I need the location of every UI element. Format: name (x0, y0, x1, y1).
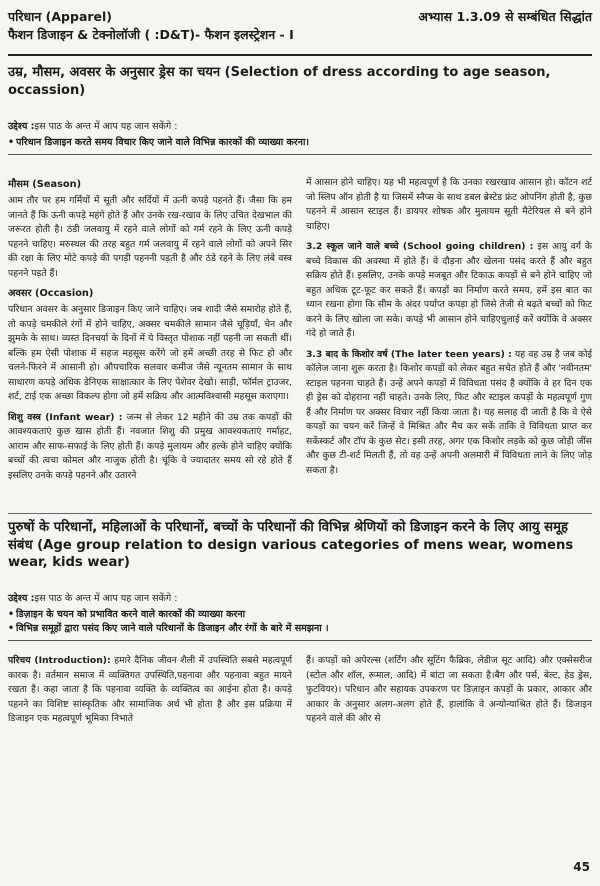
intro-text: हमारे दैनिक जीवन शैली में उपस्थिति सबसे महत्वपूर्ण कारक है। वर्तमान समाज में व्यक्तिगत उपस्थिति,पहनावा और पहनावा बहुत मायने रखता है। कहा जाता है कि पहनावा व्यक्ति के व्यक्तित्व का आईना होता है। कपड़े पहनने का विशिष्ट सांस्कृतिक और सामाजिक अर्थ भी होता है और इस प्रक्रिया में डिजाइन एक महत्वपूर्ण भूमिका निभाते (8, 655, 292, 724)
continued-paragraph: में आसान होने चाहिए। यह भी महत्वपूर्ण है कि उनका रखरखाव आसान हो। कॉटन शर्ट जो स्लिप ऑन होती है या जिसमें स्नैप्स के साथ डबल ब्रेस्टेड फ्रंट ओपनिंग होती है, कुछ पहनने में आसान स्टाइल हैं। डायपर शोषक और मुलायम सूती मैटेरियल से बने होने चाहिए। (306, 177, 592, 232)
school-heading: 3.2 स्कूल जाने वाले बच्चे (School going children) : (306, 241, 534, 252)
infant-heading: शिशु वस्त्र (Infant wear) : (8, 411, 123, 423)
objective-text: इस पाठ के अन्त में आप यह जान सकेंगे : (34, 593, 178, 604)
section2-right-column (306, 654, 592, 733)
list-item: • विभिन्न समूहों द्वारा पसंद किए जाने वाले परिधानों के डिजाइन और रंगों के बारे में समझना । (8, 622, 592, 636)
objective-list (8, 136, 592, 150)
section2-objectives (8, 592, 592, 636)
list-item: • डिज़ाइन के चयन को प्रभावित करने वाले कारकों की व्याख्या करना (8, 608, 592, 622)
school-paragraph (306, 240, 592, 342)
objective-text: इस पाठ के अन्त में आप यह जान सकेंगे : (34, 121, 178, 132)
section1-title: उम्र, मौसम, अवसर के अनुसार ड्रेस का चयन (Selection of dress according to age season, occassion) (8, 65, 551, 98)
infant-paragraph (8, 411, 292, 484)
objective-divider (8, 640, 592, 641)
exercise-reference: अभ्यास 1.3.09 से सम्बंधित सिद्धांत (418, 9, 592, 24)
intro-heading: परिचय (Introduction): (8, 655, 111, 666)
teen-paragraph (306, 348, 592, 479)
objective-list (8, 608, 592, 636)
section1-left-column (8, 176, 292, 489)
intro-continued-paragraph: हैं। कपड़ों को अपेरल्स (शर्टिंग और सूटिंग फैब्रिक, लेडीज सूट आदि) और एक्सेसरीज (स्टोल और शॉल, रूमाल, आदि) में बांटा जा सकता है।बैग और पर्स, बेल्ट, हेड ड्रेस, फुटवियर)। परिधान और सहायक उपकरण पर डिज़ाइन कपड़ों के प्रकार, आकार और आकार के अनुसार अलग-अलग होते हैं, हालांकि वे अन्योन्याश्रित होते हैं। डिजाइन पहनने वाले की ओर से (306, 655, 592, 724)
section2-divider (8, 513, 592, 514)
occasion-paragraph: परिधान अवसर के अनुसार डिजाइन किए जाने चाहिए। जब शादी जैसे समारोह होते हैं, तो कपड़े चमकीले रंगों में होने चाहिए, अक्सर चमकीले सामान जैसे चूड़ियाँ, चेन और झुमके के साथ। व्यस्त दिनचर्या के दिनों में ये विस्तृत पोशाक नहीं पहनी जा सकती थीं। बल्कि हम ऐसी पोशाक में सहज महसूस करेंगे जो हमें अच्छी तरह से फिट हो और चलने-फिरने में आसानी हो। औपचारिक सलवार कमीज जैसे न्यूनतम सामान के साथ साधारण कपड़े अधिक डेनिएक साक्षात्कार के लिए पेशेवर देखो। साड़ी, फॉर्मल ट्राउजर, शर्ट, टाई एक अच्छा विकल्प होगा जो हमें सक्रिय और आत्मविश्वासी महसूस कराएगा। (8, 304, 292, 402)
infant-text: जन्म से लेकर 12 महीने की उम्र तक कपड़ों की आवश्यकताएं कुछ खास होती हैं। नवजात शिशु की प्रमुख आवश्यकताएं गर्माहट, आराम और साफ-सफाई के लिए होती हैं। कपड़े मुलायम और हल्के होने चाहिए क्योंकि बच्चों की त्वचा कोमल और नाजुक होती है। चूंकि वे ज्यादातर समय सो रहे होते हैं इसलिए उनके कपड़े पहनने और उतारने (8, 411, 292, 481)
season-paragraph: आम तौर पर हम गर्मियों में सूती और सर्दियों में ऊनी कपड़े पहनते हैं। जैसा कि हम जानते हैं कि ऊनी कपड़े महंगे होते हैं और उनके रख-रखाव के लिए उचित देखभाल की जरूरत होती है। ठंडी जलवायु में रहने वाले लोगों को गर्म रहने के लिए ऊनी कपड़े पहनने चाहिए। मरुस्थल की तरह बहुत गर्म जलवायु में रहने वाले लोगों को अपने सिर की रक्षा के लिए मोटे कपड़े की पगड़ी पहननी पड़ती है और ठंडे रहने के लिए लंबे वस्त्र पहनने पड़ते हैं। (8, 195, 292, 279)
header-left (8, 8, 294, 44)
intro-paragraph (8, 654, 292, 727)
objective-divider (8, 154, 592, 155)
list-item: • परिधान डिजाइन करते समय विचार किए जाने वाले विभिन्न कारकों की व्याख्या करना। (8, 136, 592, 150)
teen-text: यह वह उम्र है जब कोई कॉलेज जाना शुरू करता है। किशोर कपड़ों को लेकर बहुत सचेत होते हैं और 'नवीनतम' स्टाइल पहनना चाहते हैं। उन्हें अपने कपड़ों में विविधता पसंद है क्योंकि वे हर दिन एक ही ड्रेस को दोहराना नहीं चाहते। उनके लिए, फिट और स्टाइल कपड़ों के महत्वपूर्ण गुण हैं और निर्माण पर अक्सर विचार नहीं किया जाता है। यह सलाह दी जाती है कि वे ऐसे कपड़ों का चयन करें जिन्हें वे मिश्रित और मैच कर सकें ताकि वे विविधता प्राप्त कर सकेंस्कर्ट और टॉप के कुछ सेट। इसी तरह, अगर एक किशोर लड़के को कुछ जोड़ी जींस और कुछ टी-शर्ट मिलती हैं, तो वह उन्हें अपनी अलमारी में विविधता लाने के लिए जोड़ सकता है। (306, 348, 592, 476)
season-heading: मौसम (Season) (8, 179, 82, 190)
objective-label: उद्देश्य : (8, 593, 35, 604)
page-number: 45 (573, 860, 590, 874)
header-divider (8, 54, 592, 56)
school-text: इस आयु वर्ग के बच्चे विकास की अवस्था में होते हैं। वे दौड़ना और खेलना पसंद करते हैं और बहुत सक्रिय होते हैं। इसलिए, उनके कपड़े मजबूत और टिकाऊ कपड़ों से बने होने चाहिए जो बहुत अधिक टूट-फूट कर सकते हैं। कपड़ों का निर्माण करते समय, हमें इस बात का ध्यान रखना होगा कि सीम के अंदर पर्याप्त कपड़ा हो जिसे तेजी से बढ़ते बच्चों को फिट करने के लिए खोला जा सके। कपड़े भी आसान होने चाहिएधुलाई करें क्योंकि वे अक्सर गंदे हो जाते हैं। (306, 241, 592, 339)
section2-title: पुरुषों के परिधानों, महिलाओं के परिधानों, बच्चों के परिधानों की विभिन्न श्रेणियों को डिजाइन करने के लिए आयु समूह संबंध (Age group relation to design various categories of mens wear, womens wear, kids wear) (8, 520, 574, 570)
section1-objectives (8, 120, 592, 150)
objective-label: उद्देश्य : (8, 121, 35, 132)
teen-heading: 3.3 बाद के किशोर वर्ष (The later teen years) : (306, 348, 512, 360)
subject-title: परिधान (Apparel) (8, 9, 113, 24)
section2-left-column (8, 654, 292, 733)
course-title: फैशन डिजाइन & टेक्नोलॉजी ( :D&T)- फैशन इलस्ट्रेशन - I (8, 27, 294, 42)
section1-right-column (306, 176, 592, 484)
occasion-heading: अवसर (Occasion) (8, 288, 94, 299)
